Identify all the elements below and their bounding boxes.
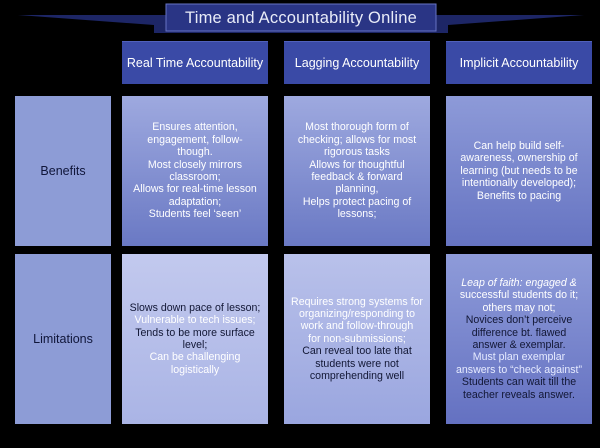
cell-line: answers to “check against” — [455, 363, 582, 376]
cell-line: Can be challenging — [149, 351, 241, 364]
cell-line: Allows for real-time lesson — [133, 183, 257, 196]
cell-line: Leap of faith: engaged & — [461, 276, 577, 289]
cell-line: logistically — [170, 363, 220, 376]
cell-limitations-real-time — [122, 254, 268, 424]
cell-line: rigorous tasks — [324, 146, 390, 159]
cell-line: Vulnerable to tech issues; — [134, 314, 256, 327]
cell-line: Can help build self- — [473, 139, 565, 152]
cell-line: awareness, ownership of — [460, 152, 578, 165]
cell-line: classroom; — [169, 171, 221, 183]
row-label-benefits: Benefits — [15, 96, 111, 246]
cell-line: checking; allows for most — [297, 133, 417, 146]
cell-line: work and follow-through — [300, 320, 414, 333]
cell-line: Can reveal too late that — [302, 345, 412, 358]
cell-line: others may not; — [482, 301, 556, 314]
cell-line: comprehending well — [309, 370, 405, 383]
cell-line: level; — [182, 339, 208, 351]
cell-line: Helps protect pacing of — [302, 195, 412, 208]
cell-limitations-implicit — [446, 254, 592, 424]
column-header-implicit: Implicit Accountability — [446, 41, 592, 84]
cell-line: Requires strong systems for — [291, 295, 423, 308]
cell-line: learning (but needs to be — [460, 164, 578, 177]
title-banner — [18, 3, 584, 33]
cell-limitations-lagging — [284, 254, 430, 424]
cell-line: Slows down pace of lesson; — [129, 301, 261, 314]
cell-line: Ensures attention, — [152, 121, 238, 134]
cell-line: answer & exemplar. — [472, 339, 566, 351]
cell-line: organizing/responding to — [298, 307, 416, 320]
cell-line: planning, — [335, 183, 379, 196]
cell-benefits-real-time — [122, 96, 268, 246]
cell-line: Must plan exemplar — [472, 351, 566, 364]
cell-line: for non-submissions; — [308, 332, 406, 345]
row-label-limitations: Limitations — [15, 254, 111, 424]
cell-line: Most closely mirrors — [147, 158, 243, 171]
cell-line: Benefits to pacing — [476, 189, 562, 202]
cell-line: Most thorough form of — [305, 121, 409, 134]
page-title: Time and Accountability Online — [185, 9, 417, 27]
cell-line: lessons; — [337, 208, 377, 221]
cell-line: Allows for thoughtful — [309, 158, 405, 171]
cell-benefits-implicit — [446, 96, 592, 246]
column-header-lagging: Lagging Accountability — [284, 41, 430, 84]
column-header-real-time: Real Time Accountability — [122, 41, 268, 84]
cell-benefits-lagging — [284, 96, 430, 246]
cell-line: adaptation; — [168, 195, 222, 208]
cell-line: though. — [177, 146, 213, 159]
cell-line: Novices don’t perceive — [465, 314, 573, 327]
cell-line: feedback & forward — [311, 171, 403, 183]
cell-line: successful students do it; — [459, 289, 579, 302]
cell-line: Students feel ‘seen’ — [148, 208, 242, 221]
cell-line: difference bt. flawed — [471, 326, 567, 339]
cell-line: intentionally developed); — [461, 177, 577, 190]
cell-line: Students can wait till the — [461, 376, 577, 389]
cell-line: engagement, follow- — [147, 133, 243, 146]
cell-line: students were not — [315, 357, 399, 370]
cell-line: teacher reveals answer. — [463, 388, 575, 401]
cell-line: Tends to be more surface — [135, 326, 255, 339]
